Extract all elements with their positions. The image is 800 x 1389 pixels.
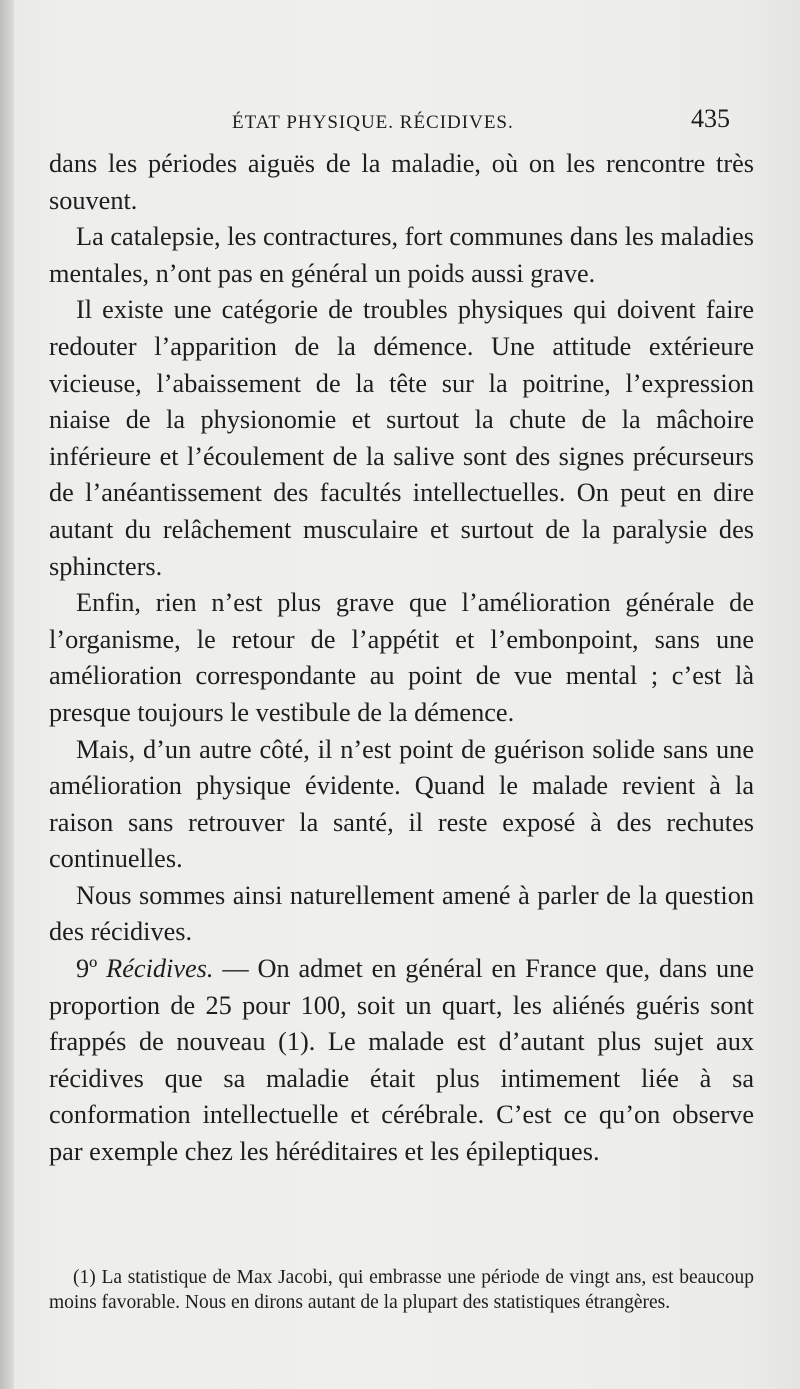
- running-head: ÉTAT PHYSIQUE. RÉCIDIVES.: [232, 112, 514, 133]
- body-text: [49, 146, 754, 1171]
- paragraph-6: Nous sommes ainsi naturellement amené à parler de la question des récidives.: [49, 880, 754, 947]
- paragraph-7: [49, 951, 754, 1171]
- paragraph-5: Mais, d’un autre côté, il n’est point de guérison solide sans une amélioration physique évidente. Quand le malade revient à la raison sans retrouver la santé, il reste exposé à des rechutes continuelles.: [49, 734, 754, 874]
- footnote: [49, 1265, 754, 1315]
- binding-shadow: [0, 0, 14, 1389]
- page-number: 435: [691, 104, 730, 133]
- section-number: 9º: [76, 954, 98, 984]
- paragraph-4: Enfin, rien n’est plus grave que l’amélioration générale de l’organisme, le retour de l’appétit et l’embonpoint, sans une amélioration correspondante au point de vue mental ; c’est là presque toujours le vestibule de la démence.: [49, 588, 754, 727]
- paragraph-2: La catalepsie, les contractures, fort communes dans les maladies mentales, n’ont pas en général un poids aussi grave.: [49, 222, 754, 288]
- paragraph-1: dans les périodes aiguës de la maladie, où on les rencontre très souvent.: [49, 149, 754, 215]
- page-header: [0, 104, 800, 144]
- section-heading: Récidives.: [106, 954, 214, 984]
- section-text: — On admet en général en France que, dans une proportion de 25 pour 100, soit un quart, les aliénés guéris sont frappés de nouveau (1). Le malade est d’autant plus sujet aux récidives que sa maladie était plus intimement liée à sa conformation intellectuelle et cérébrale. C’est ce qu’on observe par exemple chez les héréditaires et les épileptiques.: [49, 954, 754, 1167]
- footnote-text: (1) La statistique de Max Jacobi, qui embrasse une période de vingt ans, est beaucoup moins favorable. Nous en dirons autant de la plupart des statistiques étrangères.: [49, 1267, 754, 1313]
- paragraph-3: Il existe une catégorie de troubles physiques qui doivent faire redouter l’apparition de la démence. Une attitude extérieure vicieuse, l’abaissement de la tête sur la poitrine, l’expression niaise de la physionomie et surtout la chute de la mâchoire inférieure et l’écoulement de la salive sont des signes précurseurs de l’anéantissement des facultés intellectuelles. On peut en dire autant du relâchement musculaire et surtout de la paralysie des sphincters.: [49, 295, 754, 581]
